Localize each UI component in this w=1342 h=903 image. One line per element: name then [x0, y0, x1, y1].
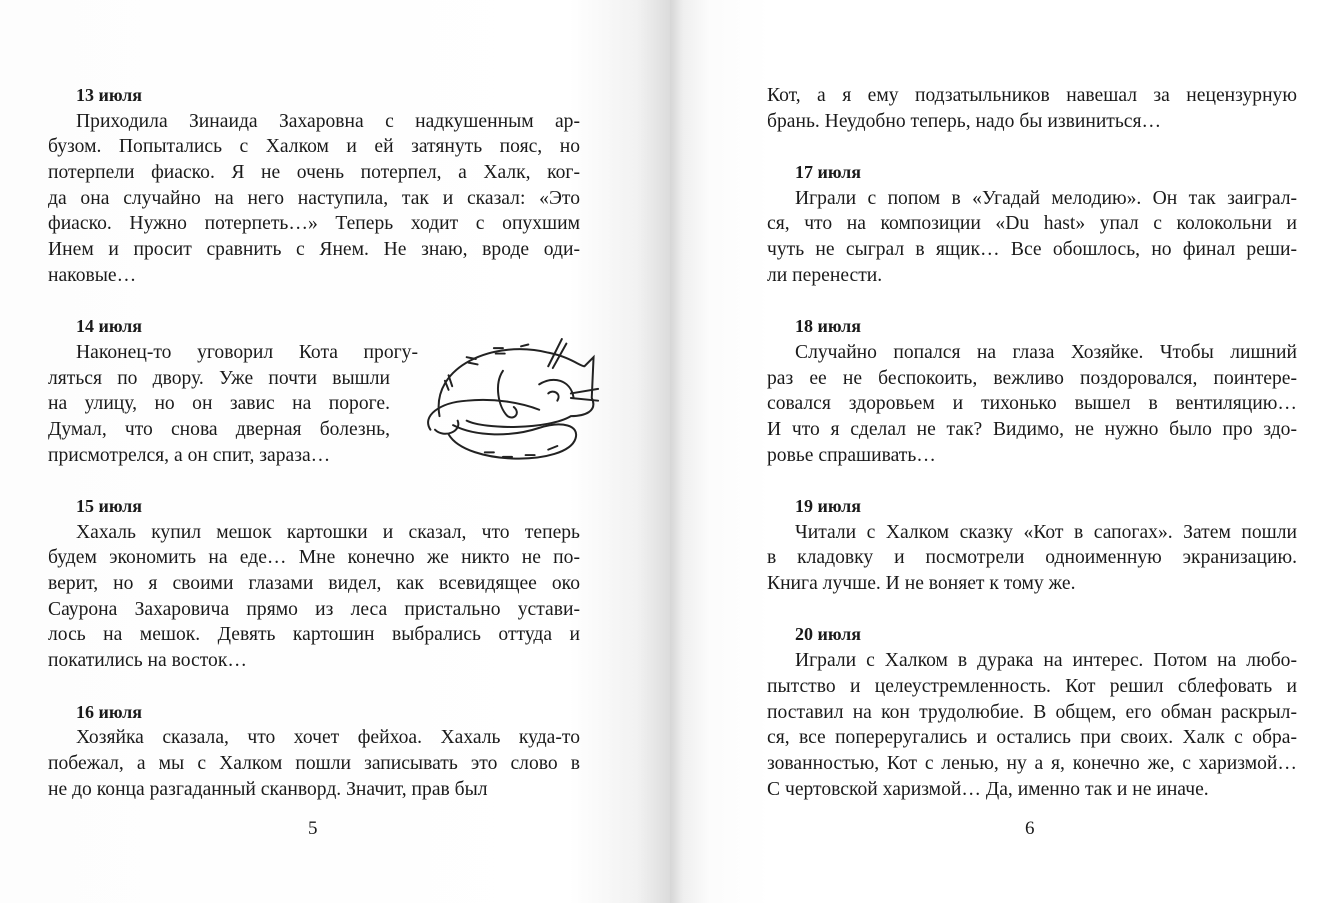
entry-date: 17 июля: [795, 162, 862, 183]
text-line: С чертовской харизмой… Да, именно так и не иначе.: [767, 778, 1209, 800]
text-line: Играли с попом в «Угадай мелодию». Он так заиграл-: [795, 187, 1297, 209]
text-line: И что я сделал не так? Видимо, не нужно было про здо-: [767, 418, 1297, 440]
entry-date: 15 июля: [76, 496, 143, 516]
text-line: чуть не сыграл в ящик… Все обошлось, но финал реши-: [767, 239, 1297, 261]
text-line: Книга лучше. И не воняет к тому же.: [767, 573, 1076, 595]
text-line: ровье спрашивать…: [767, 444, 936, 466]
text-line: Наконец-то уговорил Кота прогу-: [76, 341, 418, 363]
text-line: Случайно попался на глаза Хозяйке. Чтобы лишний: [795, 341, 1297, 363]
text-line: ли перенести.: [767, 264, 883, 286]
text-line: Хозяйка сказала, что хочет фейхоа. Хахаль куда-то: [76, 727, 580, 749]
diary-entry: [48, 494, 580, 674]
page-number: 6: [1025, 818, 1035, 839]
text-line: Кот, а я ему подзатыльников навешал за нецензурную: [767, 85, 1297, 106]
entry-date: 19 июля: [795, 496, 862, 516]
text-line: побежал, а мы с Халком пошли записывать это слово в: [48, 752, 580, 774]
text-line: бузом. Попытались с Халком и ей затянуть пояс, но: [48, 136, 580, 158]
text-line: ся, все попереругались и остались при своих. Халк с обра-: [767, 727, 1297, 749]
text-line: потерпели фиаско. Я не очень потерпел, а Халк, ког-: [48, 162, 580, 184]
entry-date: 16 июля: [76, 701, 143, 722]
text-line: будем экономить на еде… Мне конечно же никто не по-: [48, 547, 580, 569]
text-line: присмотрелся, а он спит, зараза…: [48, 444, 331, 466]
text-line: лось на мешок. Девять картошин выбрались оттуда и: [48, 624, 580, 646]
text-line: Инем и просит сравнить с Янем. Не знаю, вроде оди-: [48, 239, 580, 261]
text-line: наковые…: [48, 264, 137, 286]
text-line: не до конца разгаданный сканворд. Значит, прав был: [48, 778, 488, 800]
text-line: ляться по двору. Уже почти вышли: [48, 367, 390, 389]
text-line: верит, но я своими глазами видел, как всевидящее око: [48, 573, 580, 595]
diary-entry: [767, 494, 1297, 597]
text-line: покатились на восток…: [48, 650, 247, 672]
left-page: [0, 0, 670, 903]
text-line: Читали с Халком сказку «Кот в сапогах». Затем пошли: [795, 521, 1297, 543]
text-line: поставил на кон трудолюбие. В общем, его обман раскрыл-: [767, 701, 1297, 723]
diary-entry: [48, 83, 580, 289]
text-line: совался здоровьем и тихонько вышел в вентиляцию…: [767, 393, 1297, 415]
right-page-text: [767, 83, 1297, 828]
diary-entry: [48, 700, 580, 803]
entry-date: 14 июля: [76, 316, 143, 337]
text-line: фиаско. Нужно потерпеть…» Теперь ходит с опухшим: [48, 213, 580, 235]
text-line: пытство и целеустремленность. Кот решил сблефовать и: [767, 675, 1297, 697]
diary-entry: [767, 314, 1297, 468]
entry-date: 13 июля: [76, 85, 143, 105]
text-line: раз ее не беспокоить, вежливо поздоровался, поинтере-: [767, 367, 1297, 389]
text-line: Думал, что снова дверная болезнь,: [48, 418, 390, 440]
text-line: в кладовку и посмотрели одноименную экранизацию.: [767, 547, 1297, 569]
text-line: зованностью, Кот с ленью, ну а я, конечно же, с харизмой…: [767, 752, 1297, 774]
diary-entry: [767, 622, 1297, 802]
page-number: 5: [308, 818, 318, 839]
diary-entry: [767, 83, 1297, 134]
right-page: [670, 0, 1342, 903]
text-line: да она случайно на него наступила, так и сказал: «Это: [48, 187, 580, 209]
text-line: Саурона Захаровича прямо из леса пристально устави-: [48, 598, 580, 620]
text-line: Играли с Халком в дурака на интерес. Потом на любо-: [795, 650, 1297, 672]
entry-date: 20 июля: [795, 624, 862, 645]
diary-entry: [767, 160, 1297, 288]
text-line: Хахаль купил мешок картошки и сказал, что теперь: [76, 521, 580, 543]
text-line: ся, что на композиции «Du hast» упал с колокольни и: [767, 213, 1297, 235]
text-line: брань. Неудобно теперь, надо бы извиниться…: [767, 110, 1162, 132]
entry-date: 18 июля: [795, 316, 862, 337]
sleeping-cat-illustration: [412, 330, 612, 475]
text-line: на улицу, но он завис на пороге.: [48, 393, 390, 415]
text-line: Приходила Зинаида Захаровна с надкушенным ар-: [76, 110, 580, 132]
